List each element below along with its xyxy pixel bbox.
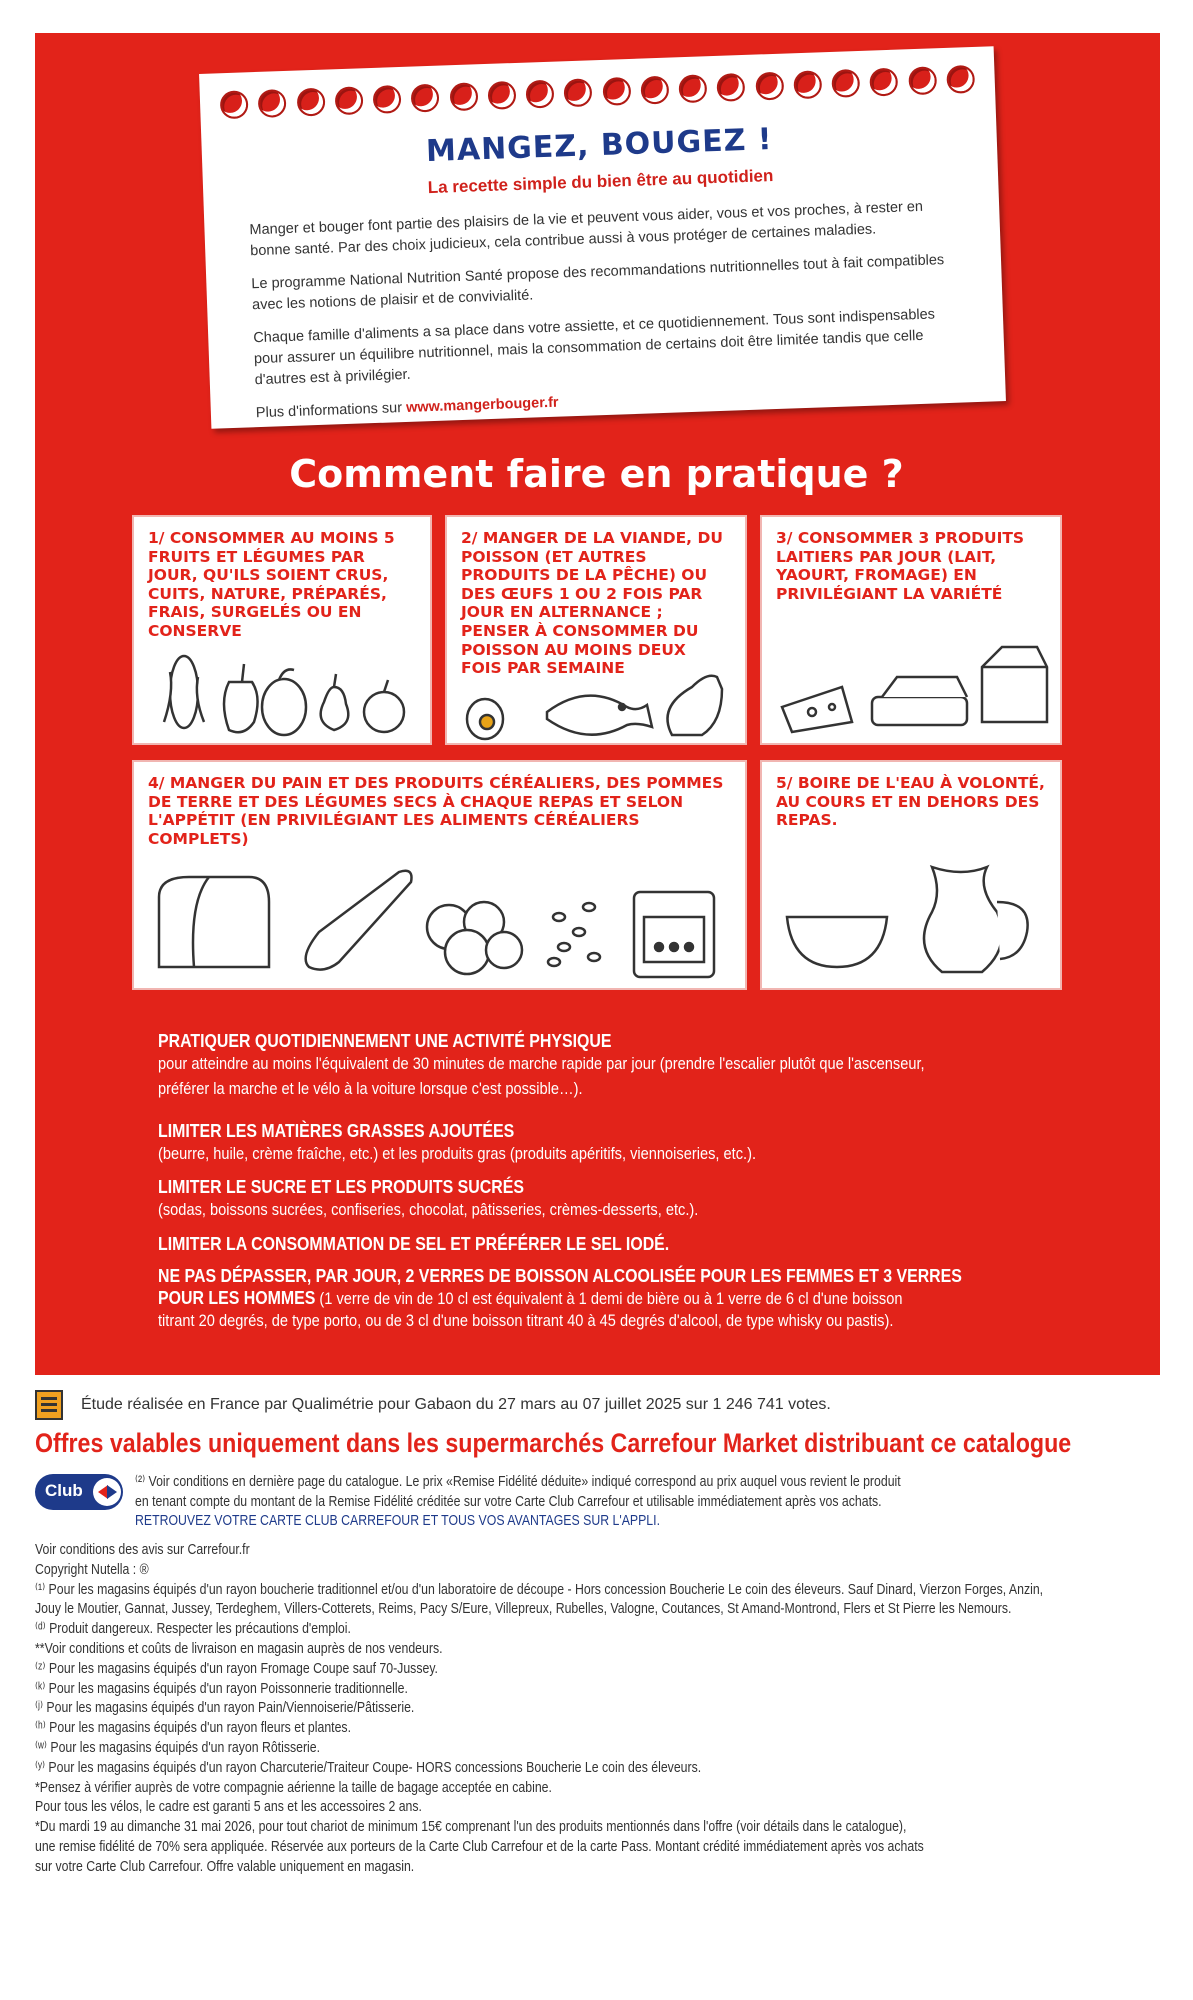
mangerbouger-link[interactable]: www.mangerbouger.fr <box>405 394 559 417</box>
advice-heading: LIMITER LE SUCRE ET LES PRODUITS SUCRÉS <box>158 1176 524 1197</box>
note-paragraph: Le programme National Nutrition Santé propose des recommandations nutritionnelles tout à fait compatibles avec les notions de plaisir et de convivialité. <box>251 252 945 314</box>
fish-meat-egg-icon <box>457 667 742 742</box>
card-text: 1/ CONSOMMER AU MOINS 5 FRUITS ET LÉGUMES PAR JOUR, QU'ILS SOIENT CRUS, CUITS, NATURE, PRÉPARÉS, FRAIS, SURGELÉS OU EN CONSERVE <box>148 529 395 640</box>
advice-text: titrant 20 degrés, de type porto, ou de 3 cl d'une boisson titrant 40 à 45 degrés d'alcool, de type whisky ou pastis). <box>158 1311 894 1330</box>
advice-card-protein <box>445 515 747 745</box>
bread-cereals-icon <box>149 862 734 982</box>
spiral-holes <box>220 65 976 121</box>
card-text: 5/ BOIRE DE L'EAU À VOLONTÉ, AU COURS ET EN DEHORS DES REPAS. <box>776 774 1045 830</box>
fruits-vegetables-icon <box>144 642 424 737</box>
advice-heading: POUR LES HOMMES <box>158 1287 316 1308</box>
survey-icon <box>35 1390 63 1420</box>
advice-text: (beurre, huile, crème fraîche, etc.) et les produits gras (produits apéritifs, viennoiseries, etc.). <box>158 1144 757 1163</box>
club-carrefour-logo: Club <box>35 1474 123 1510</box>
advice-heading: LIMITER LES MATIÈRES GRASSES AJOUTÉES <box>158 1120 515 1141</box>
note-body <box>249 196 966 437</box>
advice-heading: PRATIQUER QUOTIDIENNEMENT UNE ACTIVITÉ PHYSIQUE <box>158 1030 612 1051</box>
note-more-info: Plus d'informations sur www.mangerbouger.fr <box>255 394 559 422</box>
card-text: 4/ MANGER DU PAIN ET DES PRODUITS CÉRÉALIERS, DES POMMES DE TERRE ET DES LÉGUMES SECS À CHAQUE REPAS ET SELON L'APPÉTIT (EN PRIVILÉGIANT LES ALIMENTS CÉRÉALIERS COMPLETS) <box>148 774 724 848</box>
study-text: Étude réalisée en France par Qualimétrie pour Gabaon du 27 mars au 07 juillet 2025 sur 1 246 741 votes. <box>81 1396 831 1413</box>
advice-text: pour atteindre au moins l'équivalent de 30 minutes de marche rapide par jour (prendre l'escalier plutôt que l'ascenseur, <box>158 1054 925 1073</box>
advice-heading: LIMITER LA CONSOMMATION DE SEL ET PRÉFÉRER LE SEL IODÉ. <box>158 1233 670 1254</box>
club-text: ⁽²⁾ Voir conditions en dernière page du catalogue. Le prix «Remise Fidélité déduite» indiqué correspond au prix auquel vous revient le produit en tenant compte du montant de la Remise Fidélité créditée sur votre Carte Club Carrefour et utilisable immédiatement après vos achats. RETROUVEZ VOTRE CARTE CLUB CARREFOUR ET TOUS VOS AVANTAGES SUR L'APPLI. <box>135 1472 1037 1531</box>
advice-heading: NE PAS DÉPASSER, PAR JOUR, 2 VERRES DE BOISSON ALCOOLISÉE POUR LES FEMMES ET 3 VERRES <box>158 1265 962 1286</box>
card-text: 2/ MANGER DE LA VIANDE, DU POISSON (ET AUTRES PRODUITS DE LA PÊCHE) OU DES ŒUFS 1 OU 2 FOIS PAR JOUR EN ALTERNANCE ; PENSER À CONSOMMER DU POISSON AU MOINS DEUX FOIS PAR SEMAINE <box>461 529 723 678</box>
dairy-icon <box>772 627 1057 737</box>
advice-salt <box>158 1233 1038 1255</box>
advice-activity <box>158 1030 1038 1101</box>
note-paragraph: Chaque famille d'aliments a sa place dans votre assiette, et ce quotidiennement. Tous sont indispensables pour assurer un équilibre nutritionnel, mais la consommation de certains doit être limitée tandis que celle d'autres est à privilégier. <box>253 306 936 389</box>
advice-card-fruits <box>132 515 432 745</box>
advice-fats <box>158 1120 1038 1167</box>
note-card <box>199 46 1006 429</box>
note-title: MANGEZ, BOUGEZ ! <box>425 122 774 170</box>
advice-text: (sodas, boissons sucrées, confiseries, chocolat, pâtisseries, crèmes-desserts, etc.). <box>158 1200 699 1219</box>
offers-heading: Offres valables uniquement dans les supermarchés Carrefour Market distribuant ce catalogue <box>35 1428 1072 1458</box>
card-text: 3/ CONSOMMER 3 PRODUITS LAITIERS PAR JOUR (LAIT, YAOURT, FROMAGE) EN PRIVILÉGIANT LA VARIÉTÉ <box>776 529 1025 603</box>
advice-card-water <box>760 760 1062 990</box>
advice-text: préférer la marche et le vélo à la voiture lorsque c'est possible…). <box>158 1078 583 1098</box>
club-app-link[interactable]: RETROUVEZ VOTRE CARTE CLUB CARREFOUR ET TOUS VOS AVANTAGES SUR L'APPLI. <box>135 1512 660 1529</box>
advice-text: (1 verre de vin de 10 cl est équivalent à 1 demi de bière ou à 1 verre de 6 cl d'une boisson <box>315 1289 903 1308</box>
water-jug-icon <box>772 847 1057 982</box>
advice-card-dairy <box>760 515 1062 745</box>
note-paragraph: Manger et bouger font partie des plaisirs de la vie et peuvent vous aider, vous et vos proches, à rester en bonne santé. Par des choix judicieux, cela contribue aussi à vous protéger de certaines maladies. <box>249 198 924 260</box>
fine-print: Voir conditions des avis sur Carrefour.fr Copyright Nutella : ® ⁽¹⁾ Pour les magasins équipés d'un rayon boucherie traditionnel et/ou d'un laboratoire de découpe - Hors concession Boucherie Le coin des éleveurs. Sauf Dinard, Vierzon Forges, Anzin, Jouy le Moutier, Gannat, Jussey, Terdeghem, Villers-Cotterets, Reims, Pacy S/Eure, Villepreux, Rubelles, Valogne, Coutances, St Amand-Montrond, Flers et St Pierre les Nemours. ⁽ᵈ⁾ Produit dangereux. Respecter les précautions d'emploi. **Voir conditions et coûts de livraison en magasin auprès de nos vendeurs. ⁽ᶻ⁾ Pour les magasins équipés d'un rayon Fromage Coupe sauf 70-Jussey. ⁽ᵏ⁾ Pour les magasins équipés d'un rayon Poissonnerie traditionnelle. ⁽ʲ⁾ Pour les magasins équipés d'un rayon Pain/Viennoiserie/Pâtisserie. ⁽ʰ⁾ Pour les magasins équipés d'un rayon fleurs et plantes. ⁽ʷ⁾ Pour les magasins équipés d'un rayon Rôtisserie. ⁽ʸ⁾ Pour les magasins équipés d'un rayon Charcuterie/Traiteur Coupe- HORS concessions Boucherie Le coin des éleveurs. *Pensez à vérifier auprès de votre compagnie aérienne la taille de bagage acceptée en cabine. Pour tous les vélos, le cadre est garanti 5 ans et les accessoires 2 ans. *Du mardi 19 au dimanche 31 mai 2026, pour tout chariot de minimum 15€ comprenant l'un des produits mentionnés dans l'offre (voir détails dans le catalogue), une remise fidélité de 70% sera appliquée. Réservée aux porteurs de la Carte Club Carrefour et de la carte Pass. Montant crédité immédiatement après vos achats sur votre Carte Club Carrefour. Offre valable uniquement en magasin. <box>35 1541 1044 1875</box>
advice-card-cereals <box>132 760 747 990</box>
carrefour-icon <box>93 1478 121 1506</box>
study-note <box>35 1390 831 1420</box>
note-subtitle: La recette simple du bien être au quotidien <box>427 166 774 198</box>
advice-sugar <box>158 1176 1038 1223</box>
advice-alcohol <box>158 1265 1038 1334</box>
practice-title: Comment faire en pratique ? <box>289 452 904 496</box>
